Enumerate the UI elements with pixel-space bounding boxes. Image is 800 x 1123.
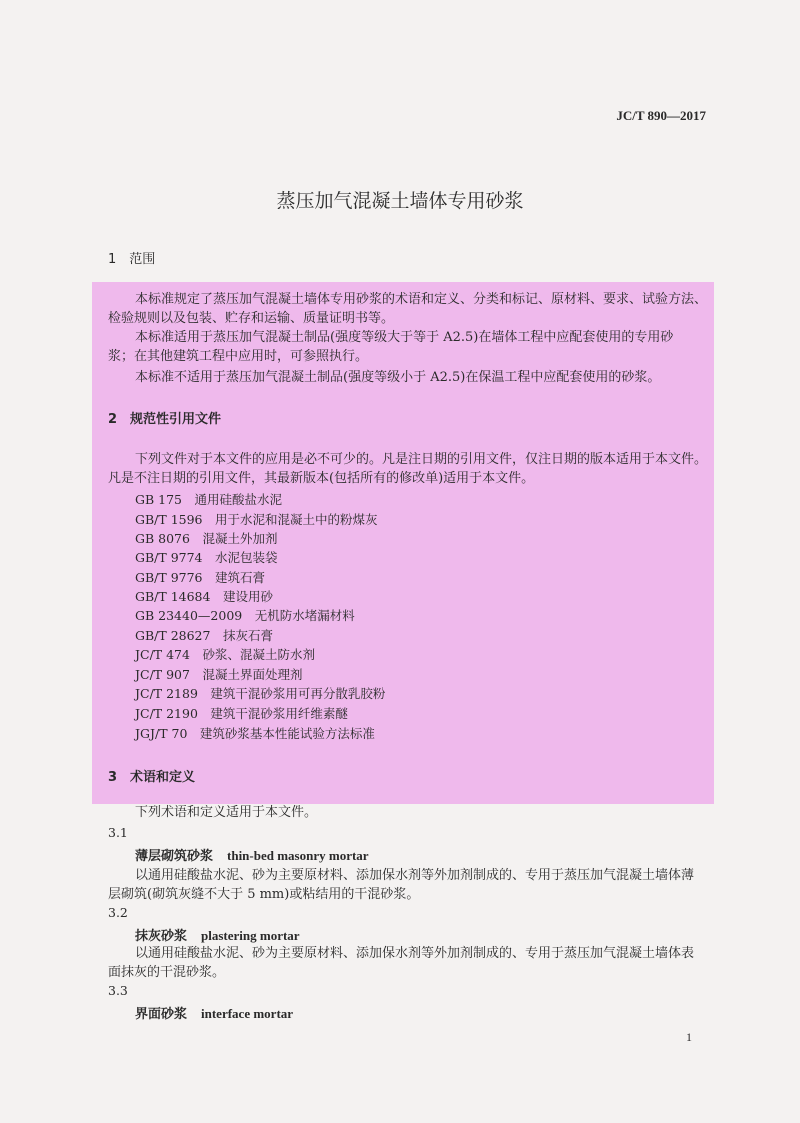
term-en: interface mortar [201,1006,294,1021]
reference-item: JC/T 474 砂浆、混凝土防水剂 [135,647,315,662]
term-zh: 薄层砌筑砂浆 [135,849,214,864]
section-1-heading: 1 范围 [108,252,156,267]
reference-item: GB/T 28627 抹灰石膏 [135,628,273,643]
reference-item: GB 23440—2009 无机防水堵漏材料 [135,608,355,623]
term-heading [135,1003,293,1022]
s3-intro: 下列术语和定义适用于本文件。 [135,805,318,820]
s1-paragraph-1-line-1: 本标准规定了蒸压加气混凝土墙体专用砂浆的术语和定义、分类和标记、原材料、要求、试验方法、 [135,292,708,307]
reference-item: GB 8076 混凝土外加剂 [135,531,278,546]
reference-item: GB/T 1596 用于水泥和混凝土中的粉煤灰 [135,512,378,527]
term-definition-line: 以通用硅酸盐水泥、砂为主要原材料、添加保水剂等外加剂制成的、专用于蒸压加气混凝土墙体表 [135,946,695,961]
page-number: 1 [686,1030,692,1044]
term-en: plastering mortar [201,928,300,943]
term-zh: 抹灰砂浆 [135,929,188,944]
term-definition-line: 层砌筑(砌筑灰缝不大于 5 mm)或粘结用的干混砂浆。 [108,887,420,902]
section-2-heading: 2 规范性引用文件 [108,412,222,427]
reference-item: GB/T 9774 水泥包装袋 [135,550,278,565]
term-heading [135,845,369,864]
term-number: 3.2 [108,905,128,920]
standard-code: JC/T 890—2017 [616,108,706,123]
term-number: 3.1 [108,825,128,840]
s1-paragraph-2-line-2: 浆；在其他建筑工程中应用时，可参照执行。 [108,349,369,364]
reference-item: JC/T 2189 建筑干混砂浆用可再分散乳胶粉 [135,686,386,701]
s2-intro-line-2: 凡是不注日期的引用文件，其最新版本(包括所有的修改单)适用于本文件。 [108,471,535,486]
term-number: 3.3 [108,983,128,998]
reference-item: GB/T 14684 建设用砂 [135,589,273,604]
s1-paragraph-2-line-1: 本标准适用于蒸压加气混凝土制品(强度等级大于等于 A2.5)在墙体工程中应配套使用的专用砂 [135,330,674,345]
term-zh: 界面砂浆 [135,1007,188,1022]
term-en: thin-bed masonry mortar [227,848,369,863]
document-title: 蒸压加气混凝土墙体专用砂浆 [276,190,524,212]
reference-item: JGJ/T 70 建筑砂浆基本性能试验方法标准 [135,726,375,741]
s1-paragraph-1-line-2: 检验规则以及包装、贮存和运输、质量证明书等。 [108,311,395,326]
reference-item: GB 175 通用硅酸盐水泥 [135,492,283,507]
term-definition-line: 以通用硅酸盐水泥、砂为主要原材料、添加保水剂等外加剂制成的、专用于蒸压加气混凝土墙体薄 [135,868,695,883]
reference-item: JC/T 907 混凝土界面处理剂 [135,667,303,682]
reference-item: JC/T 2190 建筑干混砂浆用纤维素醚 [135,706,348,721]
s1-paragraph-3: 本标准不适用于蒸压加气混凝土制品(强度等级小于 A2.5)在保温工程中应配套使用的砂浆。 [135,370,661,385]
s2-intro-line-1: 下列文件对于本文件的应用是必不可少的。凡是注日期的引用文件，仅注日期的版本适用于本文件。 [135,452,708,467]
term-heading [135,925,300,944]
section-3-heading: 3 术语和定义 [108,770,196,785]
term-definition-line: 面抹灰的干混砂浆。 [108,965,226,980]
reference-item: GB/T 9776 建筑石膏 [135,570,266,585]
